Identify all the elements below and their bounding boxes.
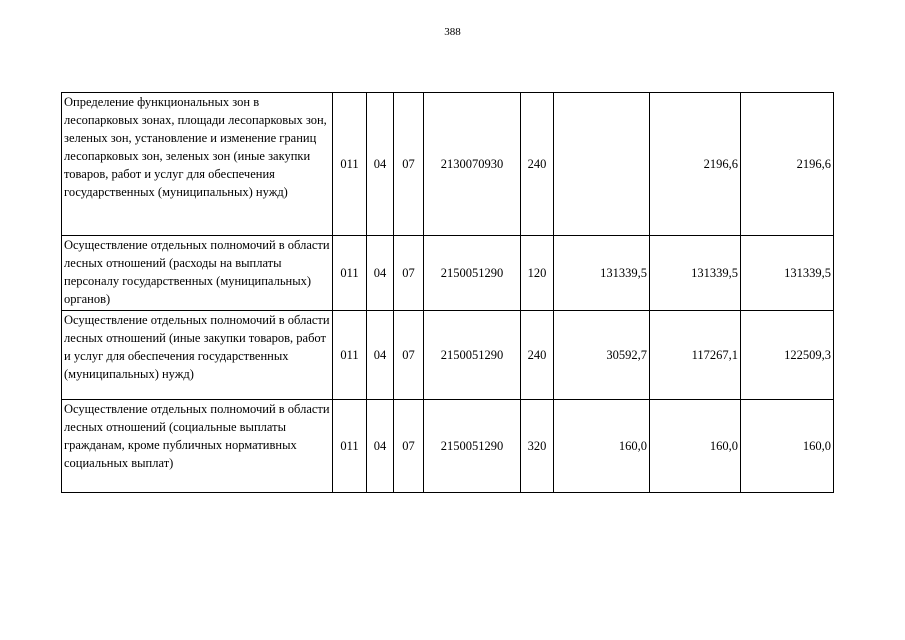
amount-2: 2196,6 bbox=[650, 93, 741, 236]
expense-type-code: 240 bbox=[521, 93, 554, 236]
amount-1: 160,0 bbox=[554, 400, 650, 493]
subsection-code: 07 bbox=[394, 93, 424, 236]
section-code: 04 bbox=[367, 93, 394, 236]
row-description: Осуществление отдельных полномочий в области лесных отношений (иные закупки товаров, работ и услуг для обеспечения государственных (муниципальных) нужд) bbox=[62, 311, 333, 400]
row-description: Осуществление отдельных полномочий в области лесных отношений (расходы на выплаты персоналу государственных (муниципальных) органов) bbox=[62, 236, 333, 311]
table-row bbox=[62, 311, 834, 400]
row-description: Осуществление отдельных полномочий в области лесных отношений (социальные выплаты гражданам, кроме публичных нормативных социальных выплат) bbox=[62, 400, 333, 493]
subsection-code: 07 bbox=[394, 236, 424, 311]
target-article-code: 2150051290 bbox=[424, 311, 521, 400]
target-article-code: 2130070930 bbox=[424, 93, 521, 236]
expense-type-code: 320 bbox=[521, 400, 554, 493]
page-number: 388 bbox=[444, 26, 461, 38]
amount-2: 160,0 bbox=[650, 400, 741, 493]
amount-3: 131339,5 bbox=[741, 236, 834, 311]
subsection-code: 07 bbox=[394, 400, 424, 493]
amount-1: 131339,5 bbox=[554, 236, 650, 311]
section-code: 04 bbox=[367, 236, 394, 311]
expense-type-code: 120 bbox=[521, 236, 554, 311]
ministry-code: 011 bbox=[333, 93, 367, 236]
ministry-code: 011 bbox=[333, 311, 367, 400]
amount-3: 160,0 bbox=[741, 400, 834, 493]
section-code: 04 bbox=[367, 311, 394, 400]
amount-1: 30592,7 bbox=[554, 311, 650, 400]
target-article-code: 2150051290 bbox=[424, 236, 521, 311]
subsection-code: 07 bbox=[394, 311, 424, 400]
target-article-code: 2150051290 bbox=[424, 400, 521, 493]
expense-type-code: 240 bbox=[521, 311, 554, 400]
ministry-code: 011 bbox=[333, 236, 367, 311]
amount-2: 117267,1 bbox=[650, 311, 741, 400]
amount-3: 122509,3 bbox=[741, 311, 834, 400]
budget-table bbox=[61, 92, 834, 493]
amount-2: 131339,5 bbox=[650, 236, 741, 311]
amount-1 bbox=[554, 93, 650, 236]
table-row bbox=[62, 236, 834, 311]
amount-3: 2196,6 bbox=[741, 93, 834, 236]
ministry-code: 011 bbox=[333, 400, 367, 493]
table-row bbox=[62, 400, 834, 493]
section-code: 04 bbox=[367, 400, 394, 493]
table-row bbox=[62, 93, 834, 236]
row-description: Определение функциональных зон в лесопарковых зонах, площади лесопарковых зон, зеленых зон, установление и изменение границ лесопарковых зон, зеленых зон (иные закупки товаров, работ и услуг для обеспечения государственных (муниципальных) нужд) bbox=[62, 93, 333, 236]
